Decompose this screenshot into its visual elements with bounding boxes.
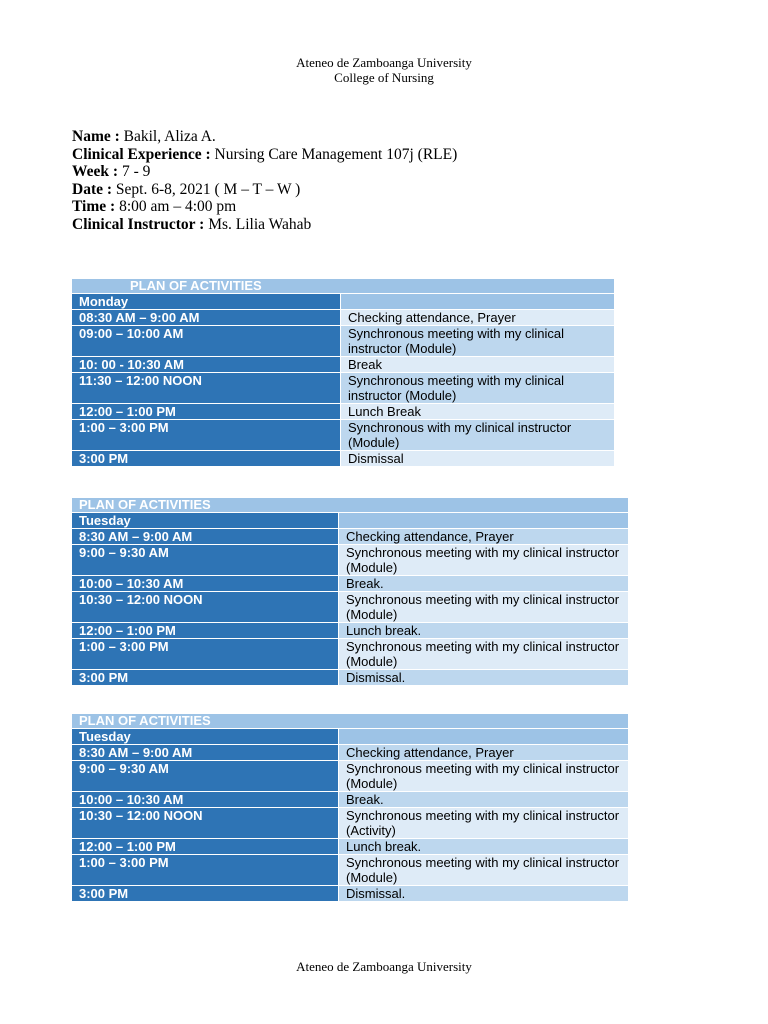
name-value: Bakil, Aliza A.	[123, 128, 216, 145]
table-row-activity: Lunch Break	[341, 404, 614, 420]
activity-table-tuesday-2	[72, 714, 628, 902]
table-row-time: 1:00 – 3:00 PM	[72, 420, 341, 451]
table-day-blank	[339, 729, 628, 745]
week-line	[72, 163, 457, 181]
table-row-time: 12:00 – 1:00 PM	[72, 404, 341, 420]
table-row-time: 10:00 – 10:30 AM	[72, 792, 339, 808]
week-label: Week :	[72, 163, 119, 180]
name-line	[72, 128, 457, 146]
table-row-time: 9:00 – 9:30 AM	[72, 545, 339, 576]
table-row-activity: Synchronous meeting with my clinical instructor (Module)	[341, 326, 614, 357]
table-row-activity: Synchronous with my clinical instructor (Module)	[341, 420, 614, 451]
table-row-time: 09:00 – 10:00 AM	[72, 326, 341, 357]
instructor-value: Ms. Lilia Wahab	[208, 215, 312, 233]
table-row-activity: Lunch break.	[339, 623, 628, 639]
table-title: PLAN OF ACTIVITIES	[72, 279, 614, 294]
table-day: Tuesday	[72, 729, 339, 745]
table-row-time: 10: 00 - 10:30 AM	[72, 357, 341, 373]
date-value: Sept. 6-8, 2021 ( M – T – W )	[115, 180, 301, 198]
table-row-activity: Checking attendance, Prayer	[339, 529, 628, 545]
activity-table-monday	[72, 279, 614, 467]
table-row-activity: Synchronous meeting with my clinical instructor (Module)	[339, 545, 628, 576]
table-row-activity: Lunch break.	[339, 839, 628, 855]
table-day-blank	[341, 294, 614, 310]
table-row-activity: Checking attendance, Prayer	[341, 310, 614, 326]
table-title: PLAN OF ACTIVITIES	[72, 498, 628, 513]
document-header	[0, 55, 768, 85]
table-row-time: 8:30 AM – 9:00 AM	[72, 745, 339, 761]
table-row-activity: Break.	[339, 576, 628, 592]
experience-label: Clinical Experience :	[72, 145, 211, 163]
instructor-line	[72, 216, 457, 234]
table-row-time: 10:30 – 12:00 NOON	[72, 592, 339, 623]
table-title: PLAN OF ACTIVITIES	[72, 714, 628, 729]
table-row-activity: Synchronous meeting with my clinical instructor (Module)	[339, 761, 628, 792]
table-row-time: 11:30 – 12:00 NOON	[72, 373, 341, 404]
table-row-time: 3:00 PM	[72, 451, 341, 467]
student-info	[72, 128, 457, 233]
table-row-time: 10:00 – 10:30 AM	[72, 576, 339, 592]
table-row-time: 12:00 – 1:00 PM	[72, 839, 339, 855]
table-day-blank	[339, 513, 628, 529]
table-row-time: 3:00 PM	[72, 886, 339, 902]
document-footer: Ateneo de Zamboanga University	[296, 959, 472, 974]
week-value: 7 - 9	[121, 163, 151, 180]
college-name: College of Nursing	[334, 70, 434, 85]
table-row-time: 9:00 – 9:30 AM	[72, 761, 339, 792]
name-label: Name :	[72, 128, 120, 145]
time-value: 8:00 am – 4:00 pm	[119, 198, 237, 215]
date-line	[72, 181, 457, 199]
table-row-time: 12:00 – 1:00 PM	[72, 623, 339, 639]
instructor-label: Clinical Instructor :	[72, 215, 205, 233]
experience-value: Nursing Care Management 107j (RLE)	[214, 145, 458, 163]
table-row-activity: Synchronous meeting with my clinical instructor (Activity)	[339, 808, 628, 839]
table-row-activity: Dismissal.	[339, 886, 628, 902]
table-day: Tuesday	[72, 513, 339, 529]
table-row-time: 08:30 AM – 9:00 AM	[72, 310, 341, 326]
table-row-activity: Synchronous meeting with my clinical instructor (Module)	[341, 373, 614, 404]
date-label: Date :	[72, 180, 113, 198]
table-row-time: 10:30 – 12:00 NOON	[72, 808, 339, 839]
time-label: Time :	[72, 198, 116, 215]
table-row-time: 3:00 PM	[72, 670, 339, 686]
table-row-time: 1:00 – 3:00 PM	[72, 855, 339, 886]
table-row-activity: Break	[341, 357, 614, 373]
table-row-activity: Checking attendance, Prayer	[339, 745, 628, 761]
table-row-activity: Synchronous meeting with my clinical instructor (Module)	[339, 592, 628, 623]
table-row-time: 8:30 AM – 9:00 AM	[72, 529, 339, 545]
table-row-activity: Break.	[339, 792, 628, 808]
table-row-activity: Synchronous meeting with my clinical instructor (Module)	[339, 855, 628, 886]
activity-table-tuesday	[72, 498, 628, 686]
table-day: Monday	[72, 294, 341, 310]
table-row-activity: Dismissal	[341, 451, 614, 467]
table-row-activity: Synchronous meeting with my clinical instructor (Module)	[339, 639, 628, 670]
table-row-activity: Dismissal.	[339, 670, 628, 686]
university-name: Ateneo de Zamboanga University	[296, 55, 472, 70]
table-row-time: 1:00 – 3:00 PM	[72, 639, 339, 670]
experience-line	[72, 146, 457, 164]
time-line	[72, 198, 457, 216]
